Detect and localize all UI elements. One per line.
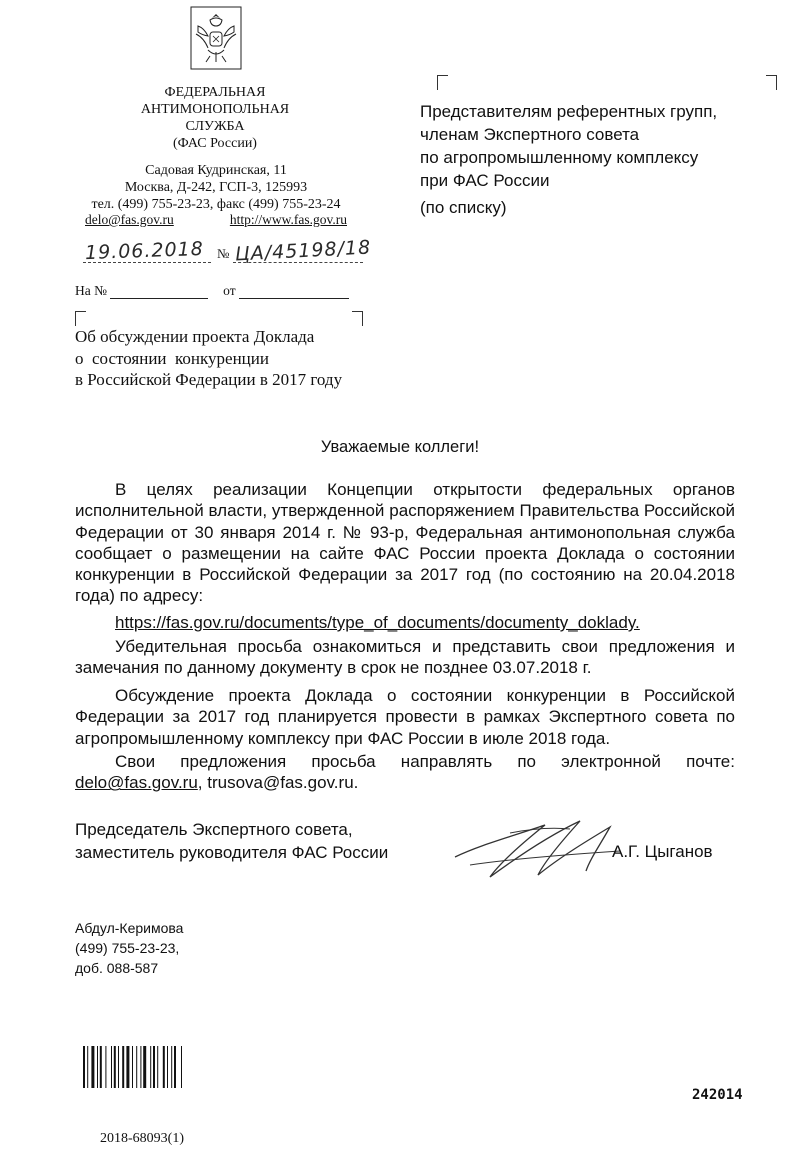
para4-text: Свои предложения просьба направлять по электронной почте: <box>115 752 735 771</box>
coat-of-arms-icon <box>190 6 242 70</box>
subject-corner-left <box>75 311 86 326</box>
barcode-bar <box>111 1046 112 1088</box>
barcode-bar <box>136 1046 137 1088</box>
subject-line: в Российской Федерации в 2017 году <box>75 370 343 389</box>
barcode-bar <box>153 1046 155 1088</box>
signer-title-line: Председатель Экспертного совета, <box>75 820 353 839</box>
barcode-bar <box>118 1046 119 1088</box>
barcode-bar <box>150 1046 151 1088</box>
body-paragraph-2: Убедительная просьба ознакомиться и представить свои предложения и замечания по данному документу в срок не позднее 03.07.2018 г. <box>75 637 735 678</box>
address-line: Москва, Д-242, ГСП-3, 125993 <box>124 180 308 195</box>
website-link[interactable]: http://www.fas.gov.ru <box>229 212 347 227</box>
phone-line: тел. (499) 755-23-23, факс (499) 755-23-24 <box>91 197 341 212</box>
document-code: 242014 <box>692 1087 743 1103</box>
subject-line: о состоянии конкуренции <box>75 348 269 368</box>
executor-info <box>75 918 183 978</box>
barcode-bar <box>91 1046 94 1088</box>
greeting: Уважаемые коллеги! <box>320 438 480 456</box>
addressee-line: при ФАС России <box>420 171 550 190</box>
addressee-corner-left <box>437 75 448 90</box>
barcode-bar <box>132 1046 133 1088</box>
barcode-bar <box>181 1046 182 1088</box>
body-paragraph-1: В целях реализации Концепции открытости федеральных органов исполнительной власти, утвержденной распоряжением Правительства Российской Федерации от 30 января 2014 г. № 93-р, Федеральная антимонопольная служба сообщает о размещении на сайте ФАС России проекта Доклада о состоянии конкуренции в Российской Федерации за 2017 год (по состоянию на 20.04.2018 года) по адресу: <box>75 480 735 606</box>
email-link-delo[interactable]: delo@fas.gov.ru <box>75 773 198 793</box>
ref-number-blank <box>110 286 208 299</box>
ref-number-label: На № <box>75 283 107 298</box>
body-paragraph-3: Обсуждение проекта Доклада о состоянии конкуренции в Российской Федерации за 2017 год планируется провести в рамках Экспертного совета по агропромышленному комплексу при ФАС России в июле 2018 года. <box>75 686 735 748</box>
addressee-note: (по списку) <box>420 198 507 217</box>
ref-date-blank <box>239 286 349 299</box>
addressee-line: по агропромышленному комплексу <box>420 148 699 167</box>
addressee-block <box>420 100 750 192</box>
subject-line: Об обсуждении проекта Доклада <box>75 327 315 346</box>
report-link[interactable]: https://fas.gov.ru/documents/type_of_documents/documenty_doklady. <box>115 613 640 632</box>
registration-code: 2018-68093(1) <box>100 1131 184 1146</box>
organization-address <box>85 162 347 213</box>
barcode-bar <box>126 1046 129 1088</box>
barcode-bar <box>105 1046 106 1088</box>
executor-phone: (499) 755-23-23, <box>75 940 180 956</box>
barcode-bar <box>114 1046 116 1088</box>
org-name-line: ФЕДЕРАЛЬНАЯ <box>164 85 266 100</box>
registration-date: 19.06.2018 <box>84 237 205 265</box>
barcode-bar <box>87 1046 88 1088</box>
signer-title <box>75 818 388 864</box>
letter-subject <box>75 326 395 391</box>
subject-corner-right <box>352 311 363 326</box>
executor-extension: доб. 088-587 <box>75 960 159 976</box>
barcode-bar <box>140 1046 141 1088</box>
barcode-bar <box>122 1046 124 1088</box>
org-name-line: АНТИМОНОПОЛЬНАЯ <box>140 102 290 117</box>
signer-name: А.Г. Цыганов <box>612 842 713 861</box>
address-line: Садовая Кудринская, 11 <box>145 163 287 178</box>
contact-row <box>85 212 347 228</box>
executor-name: Абдул-Керимова <box>75 920 184 936</box>
org-name-line: (ФАС России) <box>173 136 257 151</box>
addressee-line: Представителям референтных групп, <box>420 102 718 121</box>
signer-title-line: заместитель руководителя ФАС России <box>75 843 389 862</box>
barcode-bar <box>143 1046 146 1088</box>
barcode-bar <box>171 1046 172 1088</box>
barcode-bar <box>174 1046 176 1088</box>
barcode-bar <box>100 1046 102 1088</box>
barcode-bar <box>163 1046 165 1088</box>
barcode-bar <box>97 1046 98 1088</box>
addressee-line: членам Экспертного совета <box>420 125 640 144</box>
registration-number: ЦА/45198/18 <box>234 236 372 266</box>
email-link-trusova[interactable]: trusova@fas.gov.ru. <box>207 773 359 793</box>
barcode-bar <box>157 1046 158 1088</box>
barcode-bar <box>83 1046 85 1088</box>
body-paragraph-4 <box>75 751 735 794</box>
number-sign: № <box>217 246 230 261</box>
org-name-line: СЛУЖБА <box>185 119 245 134</box>
reference-line <box>75 283 365 299</box>
email-separator: , <box>197 773 208 793</box>
barcode-bar <box>167 1046 168 1088</box>
barcode <box>83 1046 215 1088</box>
email-link[interactable]: delo@fas.gov.ru <box>85 212 174 227</box>
organization-name <box>100 84 330 152</box>
ref-date-label: от <box>223 283 236 298</box>
addressee-corner-right <box>766 75 777 90</box>
registration-line <box>83 232 383 268</box>
